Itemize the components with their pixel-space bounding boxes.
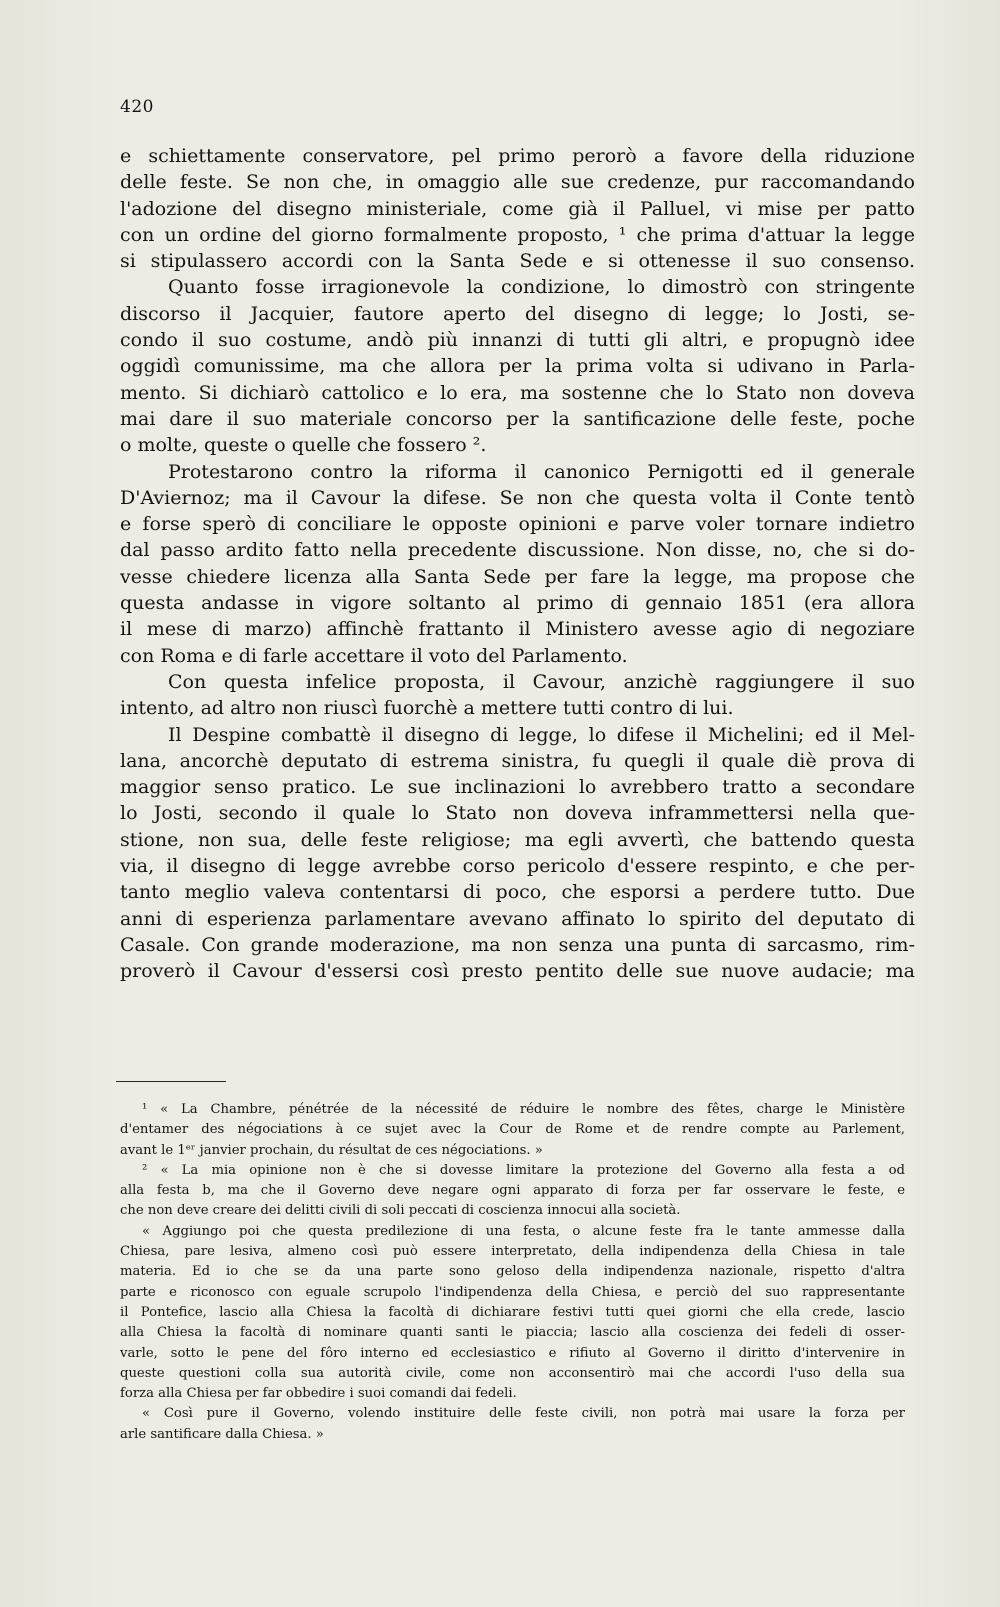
footnote-line: forza alla Chiesa per far obbedire i suoi comandi dai fedeli. <box>120 1386 517 1402</box>
text-line: Con questa infelice proposta, il Cavour, anzichè raggiungere il suo <box>168 670 915 693</box>
text-line: Il Despine combattè il disegno di legge, lo difese il Michelini; ed il Mel- <box>168 723 915 746</box>
text-line: vesse chiedere licenza alla Santa Sede per fare la legge, ma propose che <box>120 565 915 588</box>
text-line: o molte, queste o quelle che fossero ². <box>120 434 487 457</box>
footnote-line: alla Chiesa la facoltà di nominare quanti santi le piaccia; lascio alla coscienza dei fedeli di osser- <box>120 1325 905 1341</box>
footnote-line: « Aggiungo poi che questa predilezione di una festa, o alcune feste fra le tante ammesse dalla <box>142 1223 905 1239</box>
footnote-line: il Pontefice, lascio alla Chiesa la facoltà di dichiarare festivi tutti quei giorni che ella crede, lascio <box>120 1304 905 1320</box>
text-line: lo Josti, secondo il quale lo Stato non doveva inframmettersi nella que- <box>120 802 915 825</box>
footnote-line: ² « La mia opinione non è che si dovesse limitare la protezione del Governo alla festa a od <box>142 1162 905 1178</box>
footnote-line: alla festa b, ma che il Governo deve negare ogni apparato di forza per far osservare le feste, e <box>120 1183 905 1199</box>
text-line: Protestarono contro la riforma il canonico Pernigotti ed il generale <box>168 460 915 483</box>
text-line: oggidì comunissime, ma che allora per la prima volta si udivano in Parla- <box>120 355 915 378</box>
footnote-line: « Così pure il Governo, volendo instituire delle feste civili, non potrà mai usare la forza per <box>142 1406 905 1422</box>
page-number: 420 <box>120 97 154 117</box>
text-line: e schiettamente conservatore, pel primo perorò a favore della riduzione <box>120 145 915 167</box>
footnote-line: avant le 1ᵉʳ janvier prochain, du résultat de ces négociations. » <box>120 1142 543 1158</box>
text-line: condo il suo costume, andò più innanzi di tutti gli altri, e propugnò idee <box>120 329 915 352</box>
text-line: si stipulassero accordi con la Santa Sede e si ottenesse il suo consenso. <box>120 250 915 273</box>
footnote-line: ¹ « La Chambre, pénétrée de la nécessité de réduire le nombre des fêtes, charge le Ministère <box>142 1102 905 1117</box>
text-line: con Roma e di farle accettare il voto del Parlamento. <box>120 644 628 667</box>
text-line: Casale. Con grande moderazione, ma non senza una punta di sarcasmo, rim- <box>120 933 915 956</box>
footnote-line: d'entamer des négociations à ce sujet avec la Cour de Rome et de rendre compte au Parlement, <box>120 1122 905 1138</box>
text-line: Quanto fosse irragionevole la condizione, lo dimostrò con stringente <box>168 276 915 299</box>
footnotes <box>120 1100 905 1445</box>
text-line: delle feste. Se non che, in omaggio alle sue credenze, pur raccomandando <box>120 171 915 194</box>
text-line: tanto meglio valeva contentarsi di poco, che esporsi a perdere tutto. Due <box>120 881 915 904</box>
text-line: lana, ancorchè deputato di estrema sinistra, fu quegli il quale diè prova di <box>120 749 915 772</box>
text-line: anni di esperienza parlamentare avevano affinato lo spirito del deputato di <box>120 907 915 930</box>
footnote-line: Chiesa, pare lesiva, almeno così può essere interpretato, della indipendenza della Chiesa in tale <box>120 1244 905 1260</box>
main-text <box>120 143 915 985</box>
footnote-line: parte e riconosco con eguale scrupolo l'indipendenza della Chiesa, e perciò del suo rappresentante <box>120 1284 905 1300</box>
text-line: proverò il Cavour d'essersi così presto pentito delle sue nuove audacie; ma <box>120 960 915 983</box>
text-line: intento, ad altro non riuscì fuorchè a mettere tutti contro di lui. <box>120 697 734 720</box>
text-line: questa andasse in vigore soltanto al primo di gennaio 1851 (era allora <box>120 592 915 615</box>
text-line: via, il disegno di legge avrebbe corso pericolo d'essere respinto, e che per- <box>120 855 915 878</box>
text-line: il mese di marzo) affinchè frattanto il Ministero avesse agio di negoziare <box>120 618 915 641</box>
footnote-separator <box>116 1081 226 1082</box>
footnote-line: queste questioni colla sua autorità civile, come non acconsentirò mai che accordi l'uso della sua <box>120 1365 905 1381</box>
text-line: dal passo ardito fatto nella precedente discussione. Non disse, no, che si do- <box>120 539 915 562</box>
text-line: l'adozione del disegno ministeriale, come già il Palluel, vi mise per patto <box>120 197 915 220</box>
footnote-line: che non deve creare dei delitti civili di soli peccati di coscienza innocui alla società. <box>120 1203 681 1219</box>
text-line: mento. Si dichiarò cattolico e lo era, ma sostenne che lo Stato non doveva <box>120 381 915 404</box>
text-line: stione, non sua, delle feste religiose; ma egli avvertì, che battendo questa <box>120 828 915 851</box>
text-line: con un ordine del giorno formalmente proposto, ¹ che prima d'attuar la legge <box>120 223 915 246</box>
text-line: e forse sperò di conciliare le opposte opinioni e parve voler tornare indietro <box>120 513 915 536</box>
footnote-line: materia. Ed io che se da una parte sono geloso della indipendenza nazionale, rispetto d'altra <box>120 1264 905 1280</box>
text-line: mai dare il suo materiale concorso per la santificazione delle feste, poche <box>120 407 915 430</box>
footnote-line: varle, sotto le pene del fôro interno ed ecclesiastico e rifiuto al Governo il diritto d'intervenire in <box>120 1345 905 1361</box>
text-line: D'Aviernoz; ma il Cavour la difese. Se non che questa volta il Conte tentò <box>120 486 915 509</box>
text-line: discorso il Jacquier, fautore aperto del disegno di legge; lo Josti, se- <box>120 302 915 325</box>
text-line: maggior senso pratico. Le sue inclinazioni lo avrebbero tratto a secondare <box>120 776 915 799</box>
footnote-line: arle santificare dalla Chiesa. » <box>120 1426 324 1442</box>
